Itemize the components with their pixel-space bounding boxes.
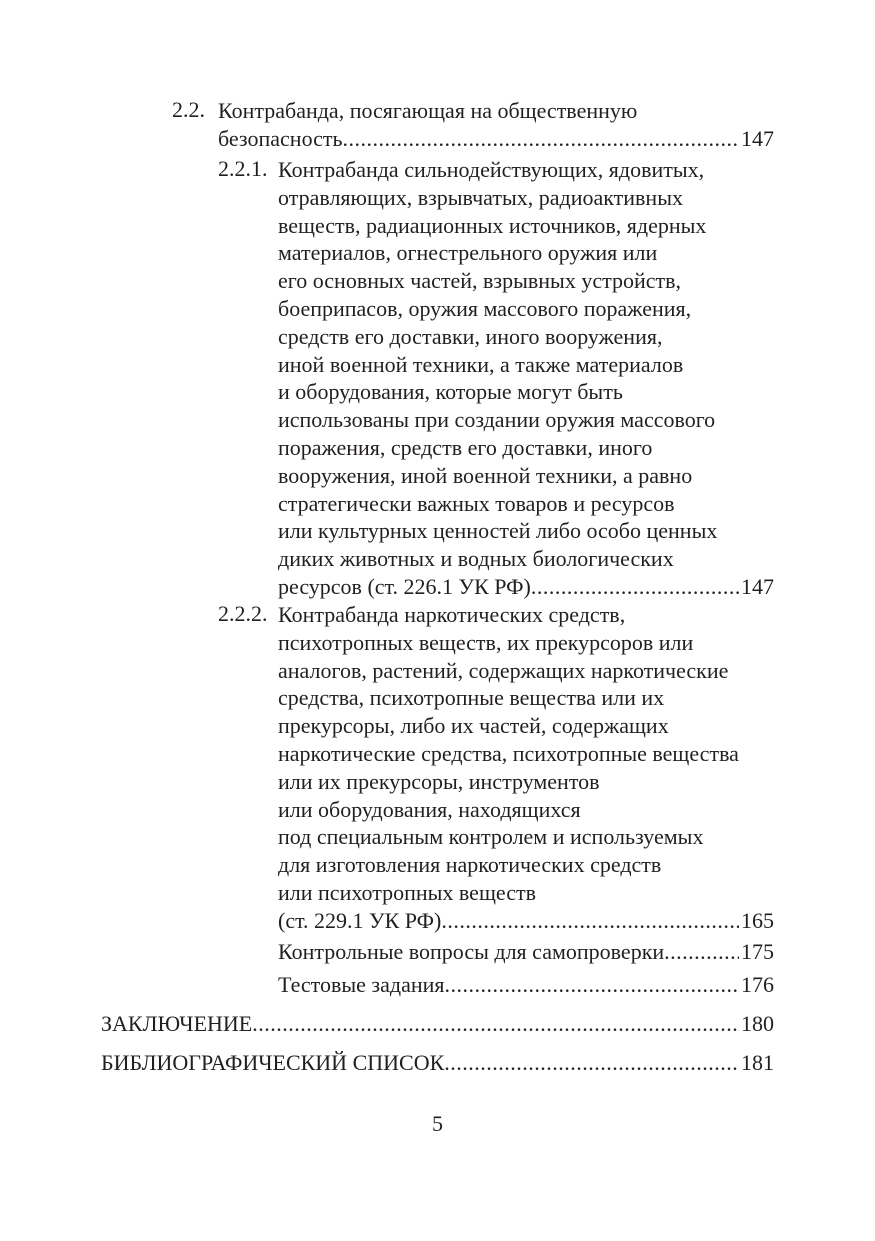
toc-page-number: 176	[741, 972, 774, 997]
toc-leader-line	[101, 1049, 774, 1077]
toc-entry-bibliography[interactable]	[101, 1049, 774, 1077]
toc-line: веществ, радиационных источников, ядерных	[278, 212, 707, 238]
toc-line: Контрабанда сильнодействующих, ядовитых,	[278, 157, 705, 182]
toc-line: под специальным контролем и используемых	[278, 824, 704, 850]
toc-line: диких животных и водных биологических	[278, 546, 674, 572]
toc-leader-line	[278, 971, 774, 999]
toc-line: Контрольные вопросы для самопроверки	[278, 939, 665, 964]
toc-line: отравляющих, взрывчатых, радиоактивных	[278, 184, 683, 210]
toc-leader-line	[278, 938, 774, 966]
toc-leader-line	[278, 907, 774, 935]
toc-line: Контрабанда наркотических средств,	[278, 602, 626, 627]
toc-number: 2.2.1.	[218, 156, 268, 181]
toc-line: БИБЛИОГРАФИЧЕСКИЙ СПИСОК	[101, 1050, 445, 1075]
toc-entry-conclusion[interactable]	[101, 1010, 774, 1038]
toc-line: для изготовления наркотических средств	[278, 852, 662, 878]
toc-line: его основных частей, взрывных устройств,	[278, 268, 682, 294]
dot-leader	[531, 573, 739, 601]
toc-page-number: 180	[741, 1011, 774, 1036]
toc-line: ЗАКЛЮЧЕНИЕ	[101, 1011, 253, 1036]
toc-line: (ст. 229.1 УК РФ)	[278, 907, 442, 933]
toc-line: использованы при создании оружия массового	[278, 407, 716, 433]
toc-page-number: 175	[741, 939, 774, 964]
toc-line: средств его доставки, иного вооружения,	[278, 323, 663, 349]
toc-page-number: 165	[741, 907, 774, 933]
toc-line: и оборудования, которые могут быть	[278, 379, 623, 405]
toc-line: или оборудования, находящихся	[278, 796, 581, 822]
dot-leader	[252, 1010, 739, 1038]
dot-leader	[445, 971, 739, 999]
toc-line: иной военной техники, а также материалов	[278, 351, 684, 377]
toc-entry-questions[interactable]	[278, 938, 774, 966]
toc-line: средства, психотропные вещества или их	[278, 685, 665, 711]
dot-leader	[444, 1049, 739, 1077]
toc-line: или культурных ценностей либо особо ценных	[278, 518, 718, 544]
toc-line: наркотические средства, психотропные вещества	[278, 740, 739, 766]
toc-line: вооружения, иной военной техники, а равно	[278, 462, 693, 488]
toc-line: безопасность	[218, 125, 343, 151]
toc-line: ресурсов (ст. 226.1 УК РФ)	[278, 573, 531, 599]
toc-line: Контрабанда, посягающая на общественную	[218, 98, 638, 123]
toc-number: 2.2.	[172, 97, 205, 122]
toc-line: Тестовые задания	[278, 972, 445, 997]
toc-leader-line	[278, 573, 774, 601]
toc-line: материалов, огнестрельного оружия или	[278, 240, 658, 266]
dot-leader	[343, 125, 739, 153]
toc-leader-line	[101, 1010, 774, 1038]
toc-line: психотропных веществ, их прекурсоров или	[278, 629, 694, 655]
toc-line: или психотропных веществ	[278, 879, 536, 905]
toc-line: поражения, средств его доставки, иного	[278, 434, 653, 460]
toc-entry-tests[interactable]	[278, 971, 774, 999]
toc-page-number: 147	[741, 125, 774, 151]
toc-line: боеприпасов, оружия массового поражения,	[278, 295, 692, 321]
toc-page-number: 147	[741, 573, 774, 599]
dot-leader	[441, 907, 739, 935]
toc-page-number: 181	[741, 1050, 774, 1075]
toc-number: 2.2.2.	[218, 601, 268, 626]
toc-line: прекурсоры, либо их частей, содержащих	[278, 713, 669, 739]
dot-leader	[664, 938, 739, 966]
toc-line: стратегически важных товаров и ресурсов	[278, 490, 675, 516]
toc-line: или их прекурсоры, инструментов	[278, 768, 600, 794]
page-number: 5	[432, 1111, 443, 1136]
toc-leader-line	[218, 125, 774, 153]
toc-line: аналогов, растений, содержащих наркотические	[278, 657, 729, 683]
